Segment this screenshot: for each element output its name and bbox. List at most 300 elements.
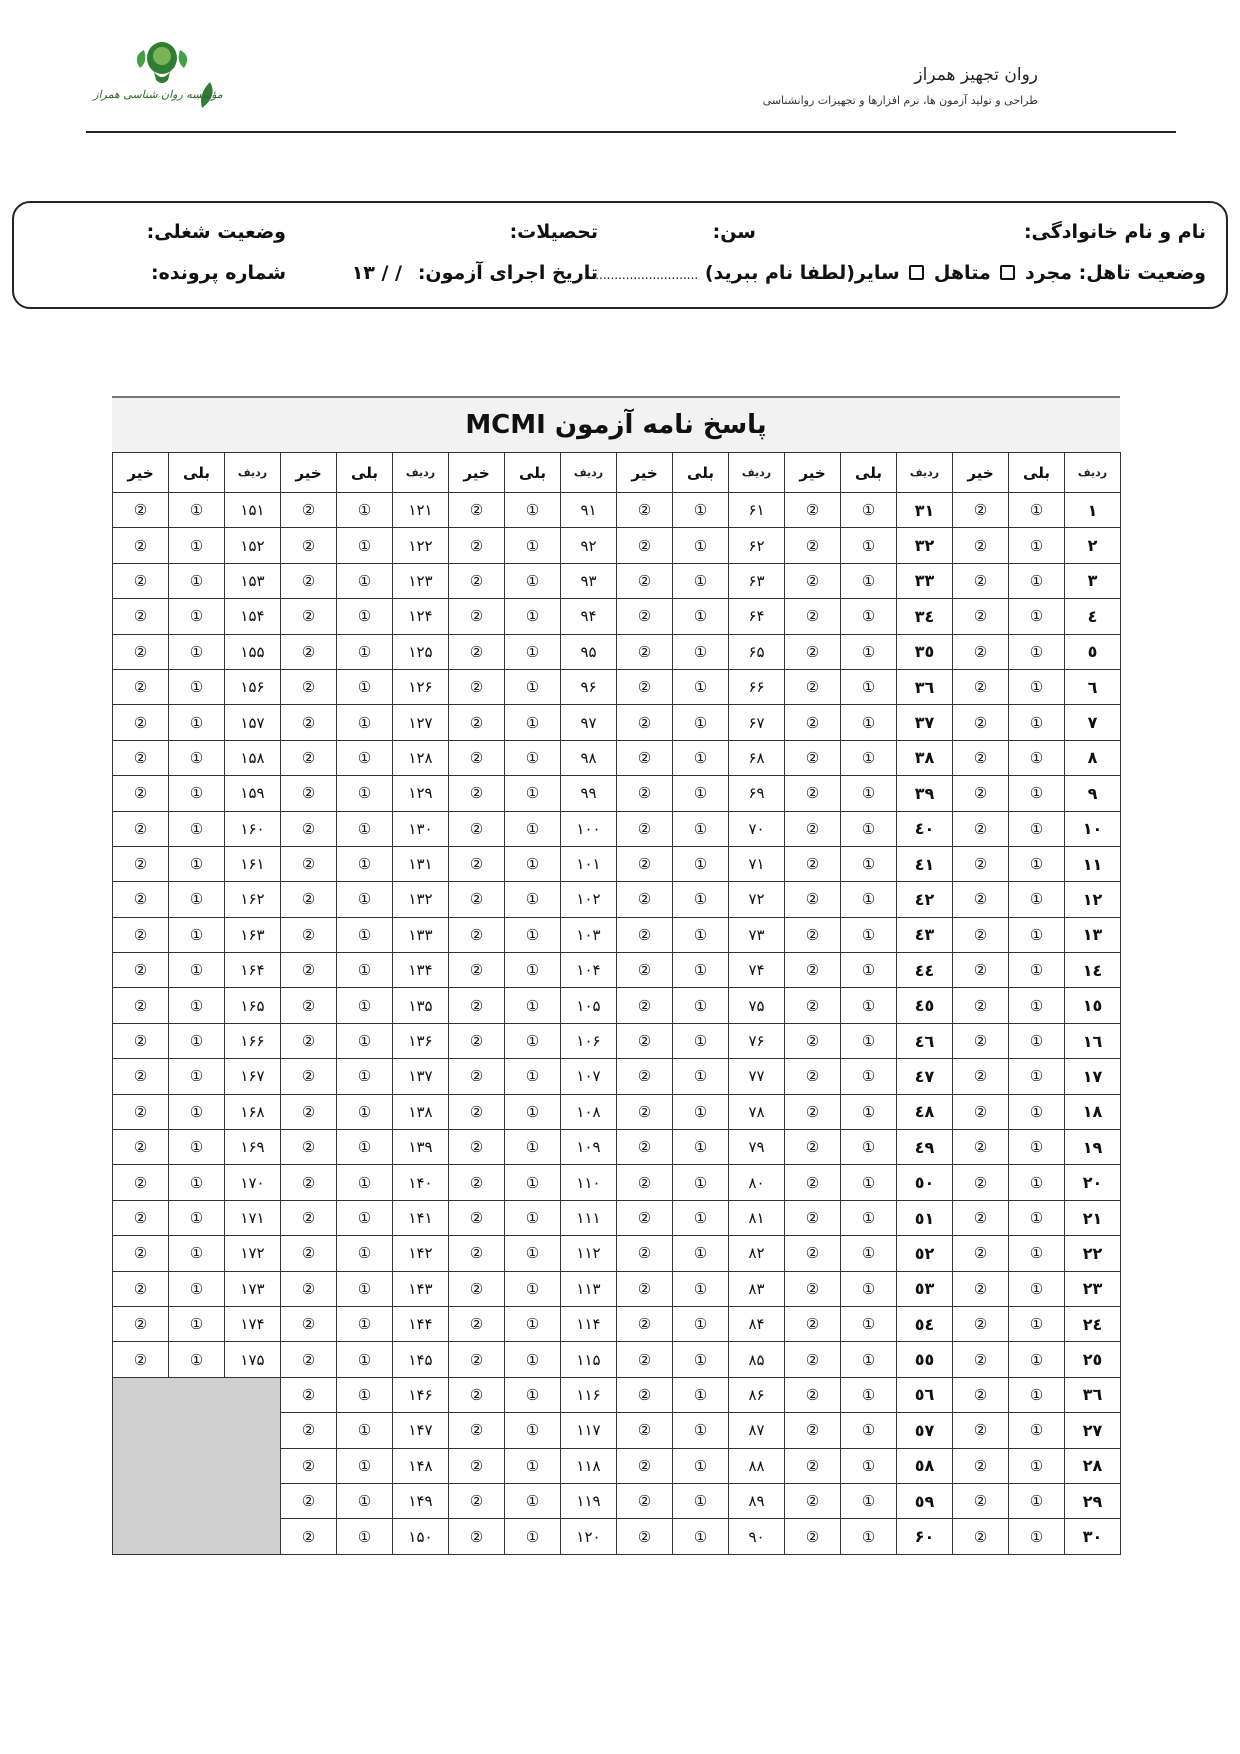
answer-yes-option[interactable]: ① <box>673 1130 729 1165</box>
answer-no-option[interactable]: ② <box>449 811 505 846</box>
answer-no-option[interactable]: ② <box>617 493 673 528</box>
answer-no-option[interactable]: ② <box>953 705 1009 740</box>
answer-no-option[interactable]: ② <box>281 528 337 563</box>
answer-no-option[interactable]: ② <box>281 1236 337 1271</box>
answer-yes-option[interactable]: ① <box>841 1023 897 1058</box>
answer-yes-option[interactable]: ① <box>1009 669 1065 704</box>
answer-yes-option[interactable]: ① <box>505 1094 561 1129</box>
answer-yes-option[interactable]: ① <box>841 1483 897 1518</box>
married-checkbox[interactable] <box>909 265 924 280</box>
single-checkbox[interactable] <box>1000 265 1015 280</box>
answer-no-option[interactable]: ② <box>113 811 169 846</box>
answer-yes-option[interactable]: ① <box>337 1519 393 1554</box>
answer-no-option[interactable]: ② <box>953 1377 1009 1412</box>
answer-no-option[interactable]: ② <box>449 917 505 952</box>
answer-no-option[interactable]: ② <box>953 740 1009 775</box>
answer-yes-option[interactable]: ① <box>1009 1165 1065 1200</box>
answer-yes-option[interactable]: ① <box>673 1271 729 1306</box>
answer-no-option[interactable]: ② <box>785 953 841 988</box>
answer-no-option[interactable]: ② <box>281 634 337 669</box>
answer-yes-option[interactable]: ① <box>673 1023 729 1058</box>
answer-no-option[interactable]: ② <box>449 528 505 563</box>
answer-yes-option[interactable]: ① <box>841 1306 897 1341</box>
answer-yes-option[interactable]: ① <box>673 1377 729 1412</box>
test-date-value[interactable]: / / ۱۳ <box>351 262 402 284</box>
answer-no-option[interactable]: ② <box>281 1200 337 1235</box>
answer-yes-option[interactable]: ① <box>673 882 729 917</box>
answer-yes-option[interactable]: ① <box>169 634 225 669</box>
answer-no-option[interactable]: ② <box>785 917 841 952</box>
answer-yes-option[interactable]: ① <box>1009 740 1065 775</box>
answer-yes-option[interactable]: ① <box>841 811 897 846</box>
answer-no-option[interactable]: ② <box>449 882 505 917</box>
answer-yes-option[interactable]: ① <box>505 917 561 952</box>
answer-no-option[interactable]: ② <box>281 493 337 528</box>
answer-yes-option[interactable]: ① <box>673 1342 729 1377</box>
answer-no-option[interactable]: ② <box>785 1023 841 1058</box>
answer-yes-option[interactable]: ① <box>841 1059 897 1094</box>
answer-yes-option[interactable]: ① <box>1009 917 1065 952</box>
answer-no-option[interactable]: ② <box>281 1448 337 1483</box>
answer-no-option[interactable]: ② <box>449 1377 505 1412</box>
answer-no-option[interactable]: ② <box>449 599 505 634</box>
answer-no-option[interactable]: ② <box>785 1448 841 1483</box>
answer-yes-option[interactable]: ① <box>505 1236 561 1271</box>
answer-yes-option[interactable]: ① <box>505 1200 561 1235</box>
answer-yes-option[interactable]: ① <box>1009 599 1065 634</box>
answer-yes-option[interactable]: ① <box>1009 1271 1065 1306</box>
answer-yes-option[interactable]: ① <box>505 1342 561 1377</box>
answer-no-option[interactable]: ② <box>281 1306 337 1341</box>
answer-no-option[interactable]: ② <box>785 988 841 1023</box>
answer-yes-option[interactable]: ① <box>673 988 729 1023</box>
answer-no-option[interactable]: ② <box>281 669 337 704</box>
answer-yes-option[interactable]: ① <box>1009 1413 1065 1448</box>
answer-yes-option[interactable]: ① <box>337 493 393 528</box>
answer-no-option[interactable]: ② <box>785 846 841 881</box>
answer-no-option[interactable]: ② <box>785 740 841 775</box>
answer-no-option[interactable]: ② <box>953 1483 1009 1518</box>
answer-yes-option[interactable]: ① <box>841 917 897 952</box>
answer-no-option[interactable]: ② <box>953 634 1009 669</box>
answer-yes-option[interactable]: ① <box>841 705 897 740</box>
answer-no-option[interactable]: ② <box>449 953 505 988</box>
answer-no-option[interactable]: ② <box>113 1236 169 1271</box>
answer-no-option[interactable]: ② <box>449 493 505 528</box>
answer-yes-option[interactable]: ① <box>337 599 393 634</box>
answer-no-option[interactable]: ② <box>617 1023 673 1058</box>
answer-yes-option[interactable]: ① <box>673 599 729 634</box>
answer-no-option[interactable]: ② <box>785 634 841 669</box>
answer-yes-option[interactable]: ① <box>841 1377 897 1412</box>
answer-yes-option[interactable]: ① <box>337 1483 393 1518</box>
answer-no-option[interactable]: ② <box>449 1236 505 1271</box>
answer-yes-option[interactable]: ① <box>673 1094 729 1129</box>
answer-no-option[interactable]: ② <box>953 1519 1009 1554</box>
answer-yes-option[interactable]: ① <box>1009 953 1065 988</box>
answer-no-option[interactable]: ② <box>281 599 337 634</box>
answer-no-option[interactable]: ② <box>281 846 337 881</box>
answer-yes-option[interactable]: ① <box>337 917 393 952</box>
answer-yes-option[interactable]: ① <box>337 1377 393 1412</box>
answer-no-option[interactable]: ② <box>953 882 1009 917</box>
answer-no-option[interactable]: ② <box>953 1200 1009 1235</box>
answer-yes-option[interactable]: ① <box>1009 634 1065 669</box>
answer-yes-option[interactable]: ① <box>505 1165 561 1200</box>
answer-no-option[interactable]: ② <box>113 882 169 917</box>
answer-no-option[interactable]: ② <box>785 1094 841 1129</box>
answer-yes-option[interactable]: ① <box>673 846 729 881</box>
answer-no-option[interactable]: ② <box>785 1236 841 1271</box>
answer-yes-option[interactable]: ① <box>1009 493 1065 528</box>
answer-no-option[interactable]: ② <box>617 1059 673 1094</box>
answer-yes-option[interactable]: ① <box>841 669 897 704</box>
answer-no-option[interactable]: ② <box>449 1342 505 1377</box>
answer-no-option[interactable]: ② <box>113 846 169 881</box>
answer-no-option[interactable]: ② <box>617 1165 673 1200</box>
answer-yes-option[interactable]: ① <box>169 599 225 634</box>
answer-no-option[interactable]: ② <box>617 882 673 917</box>
answer-no-option[interactable]: ② <box>449 563 505 598</box>
answer-yes-option[interactable]: ① <box>505 1519 561 1554</box>
answer-no-option[interactable]: ② <box>617 776 673 811</box>
answer-yes-option[interactable]: ① <box>505 776 561 811</box>
answer-yes-option[interactable]: ① <box>841 1342 897 1377</box>
answer-yes-option[interactable]: ① <box>505 953 561 988</box>
answer-no-option[interactable]: ② <box>617 917 673 952</box>
answer-no-option[interactable]: ② <box>953 1130 1009 1165</box>
answer-no-option[interactable]: ② <box>113 563 169 598</box>
answer-no-option[interactable]: ② <box>785 1200 841 1235</box>
answer-no-option[interactable]: ② <box>617 988 673 1023</box>
answer-yes-option[interactable]: ① <box>673 1236 729 1271</box>
answer-no-option[interactable]: ② <box>113 1271 169 1306</box>
answer-no-option[interactable]: ② <box>953 1059 1009 1094</box>
answer-yes-option[interactable]: ① <box>337 953 393 988</box>
answer-no-option[interactable]: ② <box>113 493 169 528</box>
answer-yes-option[interactable]: ① <box>841 599 897 634</box>
answer-yes-option[interactable]: ① <box>169 1342 225 1377</box>
answer-no-option[interactable]: ② <box>113 1059 169 1094</box>
answer-yes-option[interactable]: ① <box>505 528 561 563</box>
answer-yes-option[interactable]: ① <box>505 988 561 1023</box>
answer-no-option[interactable]: ② <box>281 1342 337 1377</box>
answer-yes-option[interactable]: ① <box>337 1306 393 1341</box>
answer-yes-option[interactable]: ① <box>337 1023 393 1058</box>
answer-no-option[interactable]: ② <box>113 1342 169 1377</box>
answer-no-option[interactable]: ② <box>449 1165 505 1200</box>
answer-no-option[interactable]: ② <box>113 528 169 563</box>
answer-yes-option[interactable]: ① <box>673 634 729 669</box>
answer-yes-option[interactable]: ① <box>673 1059 729 1094</box>
answer-no-option[interactable]: ② <box>281 1271 337 1306</box>
answer-yes-option[interactable]: ① <box>505 740 561 775</box>
answer-no-option[interactable]: ② <box>953 669 1009 704</box>
answer-yes-option[interactable]: ① <box>505 493 561 528</box>
answer-no-option[interactable]: ② <box>617 1519 673 1554</box>
answer-no-option[interactable]: ② <box>281 953 337 988</box>
answer-yes-option[interactable]: ① <box>169 669 225 704</box>
answer-yes-option[interactable]: ① <box>841 1519 897 1554</box>
answer-yes-option[interactable]: ① <box>841 953 897 988</box>
answer-no-option[interactable]: ② <box>281 811 337 846</box>
answer-yes-option[interactable]: ① <box>1009 1377 1065 1412</box>
answer-no-option[interactable]: ② <box>785 493 841 528</box>
answer-no-option[interactable]: ② <box>449 1413 505 1448</box>
answer-no-option[interactable]: ② <box>449 1519 505 1554</box>
answer-no-option[interactable]: ② <box>953 953 1009 988</box>
answer-no-option[interactable]: ② <box>785 705 841 740</box>
answer-no-option[interactable]: ② <box>785 599 841 634</box>
answer-no-option[interactable]: ② <box>281 563 337 598</box>
answer-no-option[interactable]: ② <box>785 1413 841 1448</box>
answer-yes-option[interactable]: ① <box>1009 563 1065 598</box>
answer-yes-option[interactable]: ① <box>337 740 393 775</box>
answer-yes-option[interactable]: ① <box>337 669 393 704</box>
answer-yes-option[interactable]: ① <box>1009 1130 1065 1165</box>
answer-no-option[interactable]: ② <box>953 599 1009 634</box>
answer-no-option[interactable]: ② <box>281 1377 337 1412</box>
answer-no-option[interactable]: ② <box>617 563 673 598</box>
answer-yes-option[interactable]: ① <box>1009 1519 1065 1554</box>
answer-yes-option[interactable]: ① <box>841 1130 897 1165</box>
answer-yes-option[interactable]: ① <box>1009 882 1065 917</box>
answer-yes-option[interactable]: ① <box>505 811 561 846</box>
answer-yes-option[interactable]: ① <box>169 882 225 917</box>
answer-yes-option[interactable]: ① <box>1009 1342 1065 1377</box>
answer-no-option[interactable]: ② <box>449 1448 505 1483</box>
answer-yes-option[interactable]: ① <box>169 846 225 881</box>
answer-no-option[interactable]: ② <box>617 1094 673 1129</box>
answer-no-option[interactable]: ② <box>113 1165 169 1200</box>
answer-yes-option[interactable]: ① <box>505 669 561 704</box>
file-number-label[interactable]: شماره پرونده: <box>150 262 286 284</box>
answer-yes-option[interactable]: ① <box>1009 1023 1065 1058</box>
answer-no-option[interactable]: ② <box>617 811 673 846</box>
answer-no-option[interactable]: ② <box>449 988 505 1023</box>
answer-no-option[interactable]: ② <box>617 1483 673 1518</box>
answer-no-option[interactable]: ② <box>449 634 505 669</box>
answer-yes-option[interactable]: ① <box>1009 1306 1065 1341</box>
answer-no-option[interactable]: ② <box>281 1094 337 1129</box>
answer-no-option[interactable]: ② <box>281 1413 337 1448</box>
answer-no-option[interactable]: ② <box>617 1377 673 1412</box>
other-fill-line[interactable]: ............................... <box>579 268 699 282</box>
answer-yes-option[interactable]: ① <box>841 563 897 598</box>
answer-no-option[interactable]: ② <box>617 1448 673 1483</box>
answer-no-option[interactable]: ② <box>785 1059 841 1094</box>
answer-yes-option[interactable]: ① <box>505 1448 561 1483</box>
answer-no-option[interactable]: ② <box>785 1483 841 1518</box>
answer-yes-option[interactable]: ① <box>1009 1094 1065 1129</box>
answer-no-option[interactable]: ② <box>953 917 1009 952</box>
answer-yes-option[interactable]: ① <box>169 776 225 811</box>
answer-yes-option[interactable]: ① <box>337 1130 393 1165</box>
answer-yes-option[interactable]: ① <box>337 811 393 846</box>
answer-no-option[interactable]: ② <box>281 705 337 740</box>
answer-yes-option[interactable]: ① <box>673 669 729 704</box>
answer-no-option[interactable]: ② <box>953 846 1009 881</box>
answer-no-option[interactable]: ② <box>617 1306 673 1341</box>
answer-yes-option[interactable]: ① <box>505 1059 561 1094</box>
answer-no-option[interactable]: ② <box>449 740 505 775</box>
answer-yes-option[interactable]: ① <box>673 1165 729 1200</box>
answer-no-option[interactable]: ② <box>281 917 337 952</box>
answer-yes-option[interactable]: ① <box>673 1519 729 1554</box>
answer-no-option[interactable]: ② <box>785 776 841 811</box>
answer-no-option[interactable]: ② <box>113 1130 169 1165</box>
answer-yes-option[interactable]: ① <box>841 528 897 563</box>
answer-yes-option[interactable]: ① <box>1009 1448 1065 1483</box>
answer-no-option[interactable]: ② <box>113 1200 169 1235</box>
answer-no-option[interactable]: ② <box>617 669 673 704</box>
answer-no-option[interactable]: ② <box>617 1236 673 1271</box>
answer-no-option[interactable]: ② <box>953 1342 1009 1377</box>
answer-no-option[interactable]: ② <box>449 1483 505 1518</box>
answer-no-option[interactable]: ② <box>617 846 673 881</box>
answer-yes-option[interactable]: ① <box>673 1483 729 1518</box>
answer-no-option[interactable]: ② <box>617 1200 673 1235</box>
answer-no-option[interactable]: ② <box>617 1413 673 1448</box>
answer-yes-option[interactable]: ① <box>841 882 897 917</box>
answer-no-option[interactable]: ② <box>617 1271 673 1306</box>
answer-no-option[interactable]: ② <box>953 1271 1009 1306</box>
answer-no-option[interactable]: ② <box>785 1342 841 1377</box>
answer-yes-option[interactable]: ① <box>673 811 729 846</box>
answer-no-option[interactable]: ② <box>113 1094 169 1129</box>
answer-no-option[interactable]: ② <box>449 1200 505 1235</box>
answer-no-option[interactable]: ② <box>449 776 505 811</box>
answer-no-option[interactable]: ② <box>113 988 169 1023</box>
answer-yes-option[interactable]: ① <box>337 988 393 1023</box>
answer-no-option[interactable]: ② <box>785 1271 841 1306</box>
answer-yes-option[interactable]: ① <box>169 1023 225 1058</box>
answer-no-option[interactable]: ② <box>785 528 841 563</box>
answer-yes-option[interactable]: ① <box>169 1236 225 1271</box>
answer-yes-option[interactable]: ① <box>673 953 729 988</box>
answer-yes-option[interactable]: ① <box>337 776 393 811</box>
answer-yes-option[interactable]: ① <box>169 528 225 563</box>
answer-no-option[interactable]: ② <box>953 988 1009 1023</box>
answer-yes-option[interactable]: ① <box>337 1413 393 1448</box>
answer-yes-option[interactable]: ① <box>841 1200 897 1235</box>
answer-yes-option[interactable]: ① <box>169 988 225 1023</box>
answer-yes-option[interactable]: ① <box>505 563 561 598</box>
answer-yes-option[interactable]: ① <box>673 1413 729 1448</box>
answer-no-option[interactable]: ② <box>449 1271 505 1306</box>
answer-no-option[interactable]: ② <box>281 776 337 811</box>
answer-yes-option[interactable]: ① <box>841 634 897 669</box>
answer-yes-option[interactable]: ① <box>505 705 561 740</box>
answer-no-option[interactable]: ② <box>617 1342 673 1377</box>
answer-yes-option[interactable]: ① <box>1009 528 1065 563</box>
answer-no-option[interactable]: ② <box>617 953 673 988</box>
answer-no-option[interactable]: ② <box>785 1377 841 1412</box>
answer-no-option[interactable]: ② <box>953 528 1009 563</box>
answer-no-option[interactable]: ② <box>449 669 505 704</box>
answer-no-option[interactable]: ② <box>953 776 1009 811</box>
answer-no-option[interactable]: ② <box>953 1165 1009 1200</box>
answer-yes-option[interactable]: ① <box>673 528 729 563</box>
answer-no-option[interactable]: ② <box>785 1130 841 1165</box>
answer-yes-option[interactable]: ① <box>169 740 225 775</box>
answer-yes-option[interactable]: ① <box>337 1448 393 1483</box>
answer-no-option[interactable]: ② <box>449 1306 505 1341</box>
answer-yes-option[interactable]: ① <box>337 528 393 563</box>
answer-yes-option[interactable]: ① <box>841 1236 897 1271</box>
answer-yes-option[interactable]: ① <box>169 917 225 952</box>
answer-yes-option[interactable]: ① <box>505 1306 561 1341</box>
answer-yes-option[interactable]: ① <box>505 599 561 634</box>
answer-yes-option[interactable]: ① <box>673 1200 729 1235</box>
answer-yes-option[interactable]: ① <box>841 1413 897 1448</box>
answer-yes-option[interactable]: ① <box>1009 846 1065 881</box>
answer-no-option[interactable]: ② <box>281 988 337 1023</box>
answer-yes-option[interactable]: ① <box>505 634 561 669</box>
answer-yes-option[interactable]: ① <box>169 953 225 988</box>
answer-yes-option[interactable]: ① <box>505 1413 561 1448</box>
answer-no-option[interactable]: ② <box>617 740 673 775</box>
answer-yes-option[interactable]: ① <box>169 563 225 598</box>
answer-no-option[interactable]: ② <box>617 599 673 634</box>
answer-no-option[interactable]: ② <box>113 669 169 704</box>
answer-yes-option[interactable]: ① <box>1009 988 1065 1023</box>
answer-yes-option[interactable]: ① <box>841 846 897 881</box>
answer-no-option[interactable]: ② <box>785 1519 841 1554</box>
answer-no-option[interactable]: ② <box>953 493 1009 528</box>
answer-no-option[interactable]: ② <box>281 1519 337 1554</box>
answer-yes-option[interactable]: ① <box>337 1165 393 1200</box>
answer-yes-option[interactable]: ① <box>1009 776 1065 811</box>
education-label[interactable]: تحصیلات: <box>509 221 598 243</box>
answer-yes-option[interactable]: ① <box>169 705 225 740</box>
answer-yes-option[interactable]: ① <box>337 705 393 740</box>
answer-yes-option[interactable]: ① <box>169 493 225 528</box>
answer-yes-option[interactable]: ① <box>673 917 729 952</box>
answer-yes-option[interactable]: ① <box>841 493 897 528</box>
answer-no-option[interactable]: ② <box>953 1094 1009 1129</box>
answer-no-option[interactable]: ② <box>113 599 169 634</box>
answer-no-option[interactable]: ② <box>953 1413 1009 1448</box>
answer-no-option[interactable]: ② <box>617 634 673 669</box>
answer-no-option[interactable]: ② <box>281 1130 337 1165</box>
test-date-label[interactable]: تاریخ اجرای آزمون: <box>417 262 598 284</box>
answer-no-option[interactable]: ② <box>449 846 505 881</box>
answer-yes-option[interactable]: ① <box>505 1271 561 1306</box>
age-label[interactable]: سن: <box>712 221 756 243</box>
answer-no-option[interactable]: ② <box>113 705 169 740</box>
answer-yes-option[interactable]: ① <box>169 1271 225 1306</box>
answer-no-option[interactable]: ② <box>953 563 1009 598</box>
answer-yes-option[interactable]: ① <box>337 1094 393 1129</box>
answer-yes-option[interactable]: ① <box>673 1306 729 1341</box>
answer-no-option[interactable]: ② <box>953 1023 1009 1058</box>
answer-no-option[interactable]: ② <box>785 1165 841 1200</box>
answer-no-option[interactable]: ② <box>281 740 337 775</box>
answer-no-option[interactable]: ② <box>617 1130 673 1165</box>
answer-yes-option[interactable]: ① <box>841 1165 897 1200</box>
answer-yes-option[interactable]: ① <box>337 1059 393 1094</box>
answer-yes-option[interactable]: ① <box>169 1306 225 1341</box>
answer-yes-option[interactable]: ① <box>673 705 729 740</box>
job-status-label[interactable]: وضعیت شغلی: <box>146 221 286 243</box>
answer-no-option[interactable]: ② <box>281 1059 337 1094</box>
answer-yes-option[interactable]: ① <box>169 1059 225 1094</box>
name-label[interactable]: نام و نام خانوادگی: <box>1023 221 1206 243</box>
answer-yes-option[interactable]: ① <box>505 882 561 917</box>
answer-yes-option[interactable]: ① <box>1009 1236 1065 1271</box>
answer-yes-option[interactable]: ① <box>505 1130 561 1165</box>
